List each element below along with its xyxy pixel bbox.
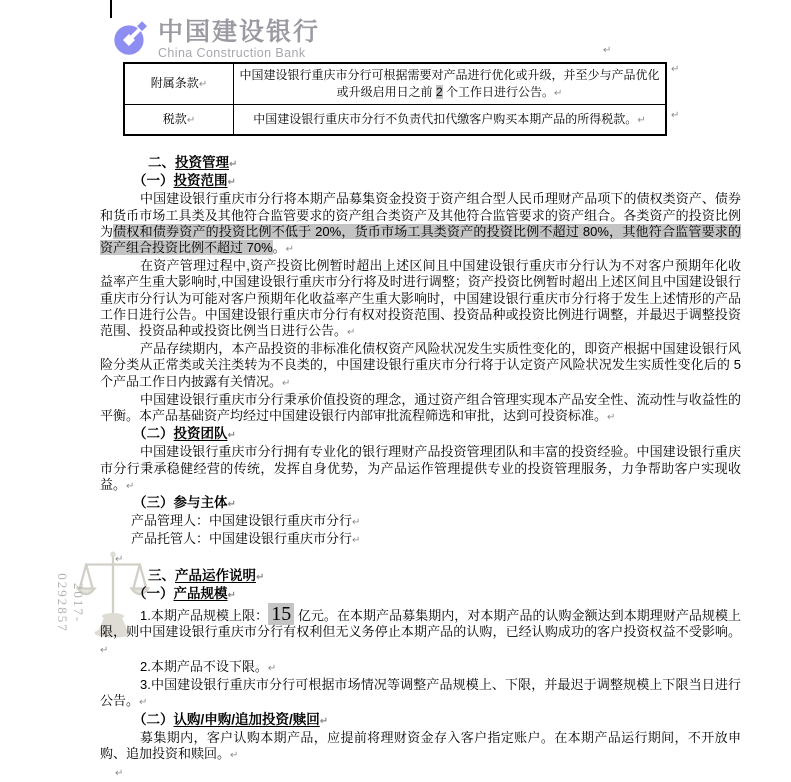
paragraph-mark: ↵ [230, 749, 239, 761]
paragraph-mark: ↵ [227, 499, 236, 511]
paragraph-mark: ↵ [100, 644, 109, 656]
paragraph-mark: ↵ [352, 535, 361, 547]
body-text: 募集期内，客户认购本期产品，应提前将理财资金存入客户指定账户。在本期产品运行期间，不开放申购、追加投资和赎回。 [100, 729, 741, 761]
paragraph-mark: ↵ [186, 114, 196, 126]
clause-text: 个工作日进行公告。 [442, 84, 554, 99]
highlighted-value: 2 [435, 84, 443, 99]
paragraph-mark: ↵ [637, 114, 646, 126]
list-item-scale-3 [100, 677, 741, 711]
body-text: 1.本期产品规模上限： [140, 608, 269, 624]
highlighted-text: 债权和债券资产的投资比例不低于 20%，货币市场工具类资产的投资比例不超过 80%，其他符合监管要求的资产组合投资比例不超过 70% [100, 223, 741, 256]
paragraph-mark: ↵ [603, 45, 612, 56]
subsection-heading-investment-scope [100, 173, 741, 191]
paragraph-mark: ↵ [553, 87, 563, 99]
row-label: 附属条款 [150, 76, 199, 90]
clause-text: 中国建设银行重庆市分行不负责代扣代缴客户购买本期产品的所得税款。 [253, 111, 638, 126]
body-text: 3.中国建设银行重庆市分行可根据市场情况等调整产品规模上、下限，并最迟于调整规模上下限当日进行公告。 [100, 677, 741, 709]
section-heading-2 [100, 155, 741, 173]
list-item-scale-2 [100, 659, 741, 677]
paragraph-investment-scope-1 [100, 191, 741, 258]
paragraph-mark: ↵ [267, 662, 277, 674]
body-text: 2.本期产品不设下限。 [140, 658, 268, 674]
body-text: 产品管理人：中国建设银行重庆市分行 [131, 513, 353, 529]
paragraph-mark: ↵ [227, 590, 236, 602]
subsection-heading-product-scale [100, 586, 741, 604]
empty-line [100, 550, 741, 568]
paragraph-mark: ↵ [319, 715, 329, 727]
body-text: 。 [272, 240, 286, 256]
paragraph-mark: ↵ [285, 244, 295, 256]
paragraph-investment-scope-2 [100, 258, 741, 341]
heading-prefix: （一） [133, 173, 174, 189]
table-cell-label [124, 105, 234, 136]
paragraph-mark: ↵ [115, 768, 124, 780]
document-body [100, 155, 741, 782]
paragraph-mark: ↵ [139, 697, 148, 709]
paragraph-investment-team [100, 444, 741, 495]
paragraph-mark: ↵ [352, 517, 361, 529]
heading-title: 投资管理 [175, 155, 229, 170]
heading-title: 参与主体 [173, 495, 228, 511]
table-cell-label [124, 63, 234, 105]
heading-title: 投资团队 [173, 426, 228, 442]
paragraph-mark: ↵ [671, 110, 680, 121]
body-text: 产品托管人：中国建设银行重庆市分行 [131, 531, 353, 547]
bank-name-cn: 中国建设银行 [158, 18, 321, 46]
heading-prefix: 二、 [148, 155, 175, 170]
empty-line [100, 764, 741, 782]
paragraph-mark: ↵ [671, 64, 680, 75]
subsection-heading-investment-team [100, 426, 741, 444]
heading-title: 投资范围 [173, 173, 228, 189]
row-label: 税款 [162, 111, 187, 126]
table-cell-content [234, 63, 667, 105]
heading-prefix: （一） [133, 586, 174, 602]
body-text: 在资产管理过程中,资产投资比例暂时超出上述区间且中国建设银行重庆市分行认为不对客户预期年化收益率产生重大影响时,中国建设银行重庆市分行将及时进行调整；资产投资比例暂时超出上述区间且中国建设银行重庆市分行认为可能对客户预期年化收益率产生重大影响时，中国建设银行重庆市分行将于发生上述情形的产品工作日进行公告。中国建设银行重庆市分行有权对投资范围、投资品种或投资比例进行调整，并最迟于调整投资范围、投资品种或投资比例当日进行公告。 [100, 258, 741, 339]
paragraph-subscription [100, 730, 741, 764]
heading-title: 认购/申购/追加投资/赎回 [173, 711, 320, 727]
heading-prefix: （三） [133, 495, 174, 511]
table-cell-content [234, 105, 667, 136]
paragraph-mark: ↵ [347, 327, 356, 339]
terms-table [123, 62, 667, 136]
bank-name-block [158, 20, 320, 60]
paragraph-investment-scope-4 [100, 392, 741, 426]
heading-prefix: （二） [133, 711, 174, 727]
body-text: 中国建设银行重庆市分行将本期产品募集资金投资于资产组合型人民币理财产品项下的债权类资产、债券和货币市场工具类及其他符合监管要求的资产组合类资产及其他符合监管要求的资产组合。各类资产的投资比例为 [100, 191, 741, 239]
paragraph-mark: ↵ [227, 177, 236, 189]
heading-prefix: 三、 [148, 567, 175, 583]
clause-text: 中国建设银行重庆市分行可根据需要对产品进行优化或升级，并至少与产品优化或升级启用日之前 [239, 67, 660, 99]
paragraph-mark: ↵ [229, 159, 238, 170]
paragraph-mark: ↵ [198, 79, 208, 90]
paragraph-mark: ↵ [115, 553, 124, 565]
list-item-scale-1 [100, 604, 741, 659]
paragraph-mark: ↵ [256, 571, 265, 583]
body-text: 亿元。在本期产品募集期内，对本期产品的认购金额达到本期理财产品规模上限，则中国建设银行重庆市分行有权利但无义务停止本期产品的认购，已经认购成功的客户投资权益不受影响。 [100, 608, 741, 640]
body-text: 产品存续期内，本产品投资的非标准化债权资产风险状况发生实质性变化的，即资产根据中国建设银行风险分类从正常类或关注类转为不良类的，中国建设银行重庆市分行将于认定资产风险状况发生实质性变化后的 5 个产品工作日内披露有关情况。 [100, 341, 741, 389]
paragraph-mark: ↵ [282, 377, 291, 389]
heading-title: 产品运作说明 [175, 567, 256, 583]
table-row-appendix-clause [124, 63, 666, 105]
ccb-logo-icon [112, 20, 149, 62]
highlighted-amount: 15 [268, 603, 294, 625]
page-edge-mark [110, 0, 112, 18]
heading-title: 产品规模 [173, 586, 228, 602]
table-row-tax [124, 105, 666, 136]
bank-name-en: China Construction Bank [158, 46, 306, 60]
subsection-heading-subscription-redemption [100, 712, 741, 730]
paragraph-mark: ↵ [607, 412, 616, 424]
section-heading-3 [100, 568, 741, 586]
line-product-manager [100, 513, 741, 531]
paragraph-mark: ↵ [227, 430, 236, 442]
watermark-serial: 2017-0292857 [55, 573, 86, 633]
heading-prefix: （二） [133, 426, 174, 442]
body-text: 中国建设银行重庆市分行秉承价值投资的理念，通过资产组合管理实现本产品安全性、流动性与收益性的平衡。本产品基础资产均经过中国建设银行内部审批流程筛选和审批，达到可投资标准。 [100, 391, 741, 424]
paragraph-mark: ↵ [126, 480, 135, 492]
paragraph-investment-scope-3 [100, 341, 741, 392]
ccb-logo [112, 20, 320, 62]
line-product-custodian [100, 531, 741, 549]
body-text: 中国建设银行重庆市分行拥有专业化的银行理财产品投资管理团队和丰富的投资经验。中国建设银行重庆市分行秉承稳健经营的传统，发挥自身优势，为产品运作管理提供专业的投资管理服务，力争帮助客户实现收益。 [100, 444, 741, 492]
subsection-heading-participants [100, 495, 741, 513]
